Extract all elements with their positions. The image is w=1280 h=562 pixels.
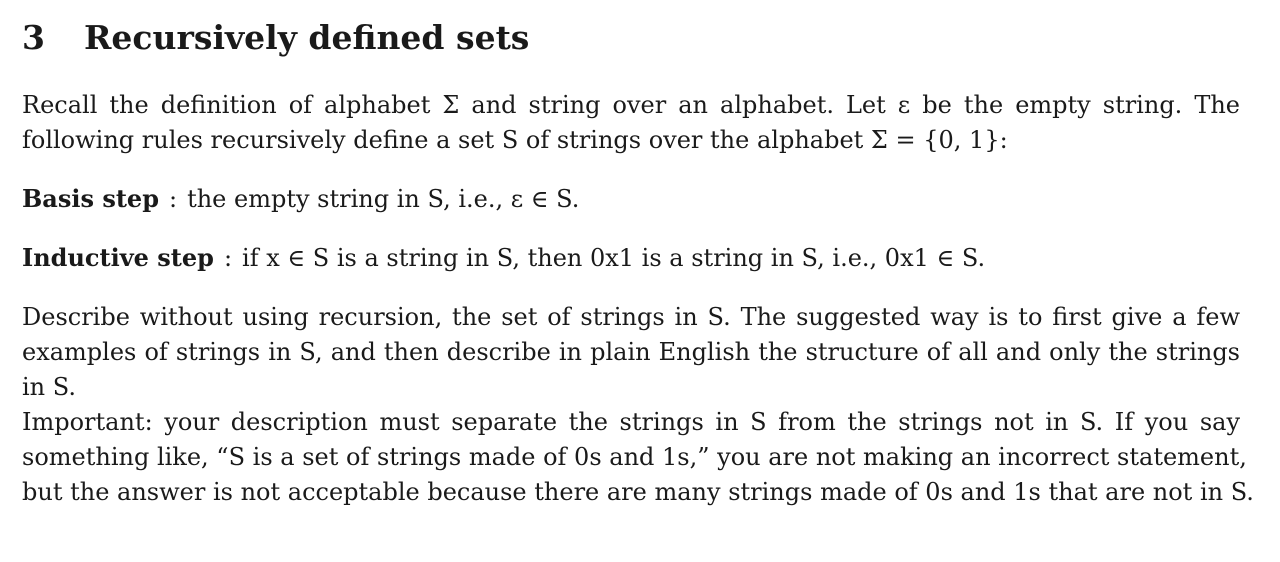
important-paragraph <box>22 405 1254 510</box>
intro-line-2: following rules recursively define a set S of strings over the alphabet Σ = {0, 1}: <box>22 126 1008 154</box>
section-title: Recursively defined sets <box>84 18 530 57</box>
basis-step-term: Basis step <box>22 184 159 213</box>
inductive-step-separator: : <box>223 244 233 272</box>
important-line-1: Important: your description must separate the strings in S from the strings not in S. If you say <box>22 408 1240 436</box>
important-line-2: something like, “S is a set of strings made of 0s and 1s,” you are not making an incorrect statement, <box>22 443 1247 471</box>
describe-line-3: in S. <box>22 373 76 401</box>
basis-step-separator: : <box>168 185 178 213</box>
inductive-step-text: if x ∈ S is a string in S, then 0x1 is a string in S, i.e., 0x1 ∈ S. <box>242 244 986 272</box>
section-heading <box>22 14 529 62</box>
basis-step-text: the empty string in S, i.e., ε ∈ S. <box>187 185 580 213</box>
intro-paragraph <box>22 88 1240 158</box>
section-number: 3 <box>22 18 45 57</box>
describe-paragraph <box>22 300 1240 405</box>
basis-step <box>22 181 579 217</box>
describe-line-2: examples of strings in S, and then describe in plain English the structure of all and only the strings <box>22 338 1240 366</box>
inductive-step <box>22 240 985 276</box>
inductive-step-term: Inductive step <box>22 243 214 272</box>
intro-line-1: Recall the definition of alphabet Σ and string over an alphabet. Let ε be the empty string. The <box>22 91 1240 119</box>
important-line-3: but the answer is not acceptable because there are many strings made of 0s and 1s that are not in S. <box>22 478 1254 506</box>
describe-line-1: Describe without using recursion, the set of strings in S. The suggested way is to first give a few <box>22 303 1240 331</box>
